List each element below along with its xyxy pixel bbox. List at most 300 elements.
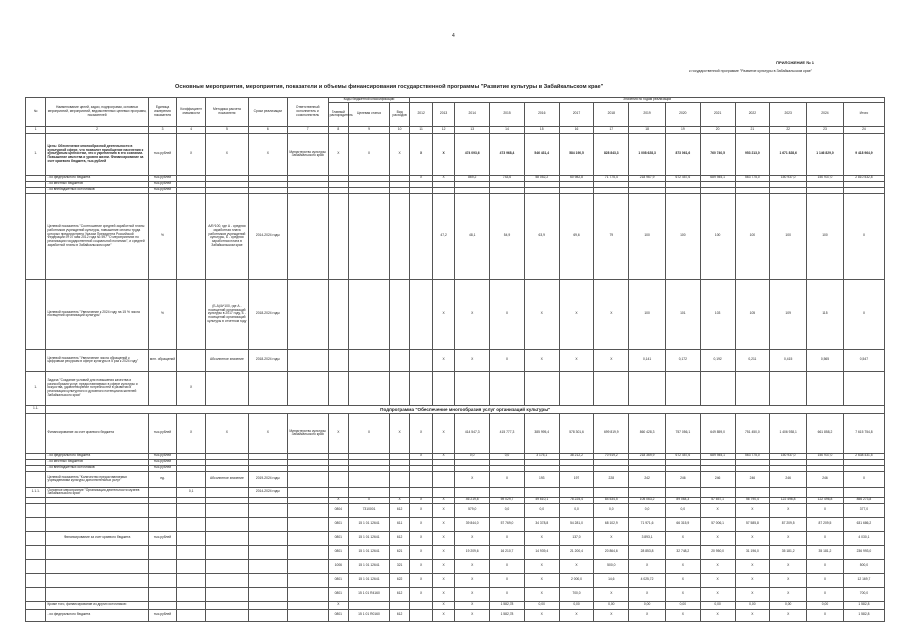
cell-coef: X bbox=[177, 371, 206, 405]
cell-year-value: 87 209,5 bbox=[770, 517, 807, 531]
column-number: 11 bbox=[410, 126, 432, 133]
cell-year-value: X bbox=[490, 279, 525, 349]
cell-year-value: 473 968,4 bbox=[490, 133, 525, 175]
column-number: 7 bbox=[287, 126, 328, 133]
cell-year-value: X bbox=[432, 601, 454, 609]
cell-method: А/Б*100, где А - средняя заработная плата работников учреждений культуры, Б - средняя заработная плата в Забайкальском крае bbox=[205, 193, 248, 279]
cell-total: 0,547 bbox=[843, 349, 884, 371]
cell-year-value: X bbox=[455, 601, 490, 609]
cell-name: Цель: Обеспечение многообразной деятельности в культурной сфере, что позволит приобщение населения к культурным ценностям, что к укреплению в его сознании. Повышение качества и уровня жизни. Финансирование за счет краевого бюджета, тыс.рублей bbox=[46, 133, 148, 175]
indicator2-row bbox=[26, 279, 885, 349]
cell-coef bbox=[177, 193, 206, 279]
cell-year-value: 79 bbox=[594, 193, 629, 279]
cell-year-value: X bbox=[410, 531, 432, 545]
cell-year-value: 689 945,1 bbox=[700, 175, 735, 181]
cell-year-value bbox=[770, 487, 807, 497]
cell-year-value: 869,2 bbox=[455, 175, 490, 181]
cell-empty bbox=[46, 559, 148, 573]
header-year: 2019 bbox=[629, 102, 666, 126]
cell-year-value: X bbox=[432, 517, 454, 531]
cell-year-value: X bbox=[455, 531, 490, 545]
cell-empty bbox=[287, 531, 328, 545]
cell-year-value: X bbox=[594, 279, 629, 349]
cell-year-value: X bbox=[807, 559, 844, 573]
cell-k9 bbox=[349, 487, 390, 497]
cell-empty bbox=[26, 531, 46, 545]
header-year: 2013 bbox=[432, 102, 454, 126]
cell-year-value: 828 843,3 bbox=[594, 133, 629, 175]
cell-year-value: 59 029,7 bbox=[490, 497, 525, 503]
cell-year-value: 71 775,4 bbox=[594, 175, 629, 181]
cell-method bbox=[205, 601, 248, 609]
column-number: 17 bbox=[594, 126, 629, 133]
cell-year-value: X bbox=[432, 279, 454, 349]
cell-year-value: 0,0 bbox=[629, 503, 666, 517]
cell-year-value: 122 496,8 bbox=[807, 497, 844, 503]
cell-no bbox=[26, 601, 46, 609]
cell-year-value: X bbox=[735, 587, 770, 601]
cell-year-value: X bbox=[410, 453, 432, 459]
cell-year-value: X bbox=[770, 587, 807, 601]
cell-empty bbox=[205, 531, 248, 545]
cell-year-value: 137,0 bbox=[559, 531, 594, 545]
cell-method bbox=[205, 371, 248, 405]
cell-total: 631 686,2 bbox=[843, 517, 884, 531]
cell-year-value: X bbox=[432, 413, 454, 453]
cell-year-value: 218 369,9 bbox=[629, 453, 666, 459]
cell-year-value: 3 175,1 bbox=[524, 453, 559, 459]
cell-empty bbox=[248, 573, 287, 587]
cell-year-value: 57 657,1 bbox=[700, 497, 735, 503]
header-coef: Коэффициент значимости bbox=[177, 98, 206, 127]
cell-year-value: 71 971,6 bbox=[629, 517, 666, 531]
cell-year-value: X bbox=[559, 609, 594, 621]
cell-k8: X bbox=[328, 413, 348, 453]
cell-year-value: X bbox=[700, 531, 735, 545]
subprogram-financing-row bbox=[26, 413, 885, 453]
cell-year-value: 563 775,0 bbox=[735, 453, 770, 459]
header-year: 2015 bbox=[490, 102, 525, 126]
cell-k8 bbox=[328, 193, 348, 279]
cell-executor bbox=[287, 487, 328, 497]
cell-year-value: 246 bbox=[700, 471, 735, 487]
cell-year-value: 100 bbox=[629, 279, 666, 349]
cell-year-value: 100 bbox=[629, 193, 666, 279]
cell-k9: X bbox=[349, 133, 390, 175]
cell-no: 1.1.1. bbox=[26, 487, 46, 497]
cell-year-value bbox=[432, 371, 454, 405]
cell-empty bbox=[248, 531, 287, 545]
cell-year-value: X bbox=[410, 573, 432, 587]
cell-total: 1 582,8 bbox=[843, 609, 884, 621]
column-number: 14 bbox=[490, 126, 525, 133]
cell-year-value: 21 200,4 bbox=[559, 545, 594, 559]
cell-year-value bbox=[807, 487, 844, 497]
header-year: 2021 bbox=[700, 102, 735, 126]
cell-empty bbox=[248, 503, 287, 517]
cell-year-value: 218 967,9 bbox=[629, 175, 666, 181]
cell-k10: X bbox=[389, 413, 409, 453]
cell-year-value: 584 190,5 bbox=[559, 133, 594, 175]
cell-year-value: X bbox=[432, 497, 454, 503]
cell-year-value: 500,0 bbox=[594, 559, 629, 573]
cell-coef: X bbox=[177, 133, 206, 175]
cell-k10 bbox=[389, 371, 409, 405]
cell-total: 2 638 431,5 bbox=[843, 453, 884, 459]
cell-empty bbox=[248, 545, 287, 559]
cell-year-value: 0,00 bbox=[665, 601, 700, 609]
cell-year-value: 54 281,0 bbox=[559, 517, 594, 531]
financing-detail-row bbox=[26, 559, 885, 573]
cell-year-value: 0,565 bbox=[807, 349, 844, 371]
cell-year-value: 100 bbox=[770, 193, 807, 279]
column-number: 22 bbox=[770, 126, 807, 133]
cell-year-value bbox=[524, 371, 559, 405]
cell-year-value: 46 219,8 bbox=[455, 497, 490, 503]
column-number: 10 bbox=[389, 126, 409, 133]
cell-empty bbox=[26, 559, 46, 573]
other-fed-row bbox=[26, 609, 885, 621]
cell-year-value: X bbox=[559, 559, 594, 573]
cell-empty bbox=[287, 503, 328, 517]
cell-year-value: X bbox=[410, 413, 432, 453]
cell-year-value: X bbox=[432, 545, 454, 559]
cell-year-value: 31 196,0 bbox=[735, 545, 770, 559]
column-number: 1 bbox=[26, 126, 46, 133]
header-year: 2018 bbox=[594, 102, 629, 126]
cell-year-value: 109 bbox=[770, 279, 807, 349]
cell-name: - из федерального бюджета bbox=[46, 609, 148, 621]
cell-empty bbox=[248, 559, 287, 573]
cell-year-value: 242 bbox=[629, 471, 666, 487]
cell-year-value: X bbox=[432, 573, 454, 587]
cell-year-value: 474 093,6 bbox=[455, 133, 490, 175]
cell-year-value: 672 457,6 bbox=[665, 453, 700, 459]
cell-name: Задача "Создание условий для повышения качества и разнообразия услуг, предоставляемых в сфере культуры и искусства, удовлетворение потребностей в развитии и реализации культурного и духовного потенциала жителей Забайкальского края" bbox=[46, 371, 148, 405]
cell-year-value: X bbox=[594, 587, 629, 601]
cell-unit bbox=[148, 601, 177, 609]
cell-empty bbox=[177, 559, 206, 573]
cell-executor: Министерство культуры Забайкальского края bbox=[287, 133, 328, 175]
cell-year-value: X bbox=[807, 573, 844, 587]
cell-year-value: 0,0 bbox=[490, 453, 525, 459]
financing-detail-row bbox=[26, 587, 885, 601]
cell-year-value bbox=[410, 349, 432, 371]
page-number: 4 bbox=[452, 33, 455, 39]
cell-year-value: X bbox=[432, 175, 454, 181]
cell-k9: X bbox=[349, 413, 390, 453]
cell-no: 1. bbox=[26, 133, 46, 175]
cell-year-value: 105 063,2 bbox=[629, 497, 666, 503]
header-year: 2016 bbox=[524, 102, 559, 126]
cell-year-value: 0,0 bbox=[665, 503, 700, 517]
cell-year-value: X bbox=[807, 531, 844, 545]
cell-year-value bbox=[490, 487, 525, 497]
cell-year-value: X bbox=[807, 503, 844, 517]
cell-empty bbox=[148, 559, 177, 573]
cell-empty bbox=[248, 517, 287, 531]
cell-year-value: X bbox=[665, 573, 700, 587]
cell-year-value: 150 937,0 bbox=[770, 175, 807, 181]
cell-year-value: X bbox=[432, 531, 454, 545]
cell-year-value: 0,00 bbox=[700, 601, 735, 609]
cell-empty bbox=[46, 573, 148, 587]
cell-k8 bbox=[328, 349, 348, 371]
cell-year-value bbox=[410, 601, 432, 609]
cell-empty bbox=[46, 503, 148, 517]
cell-csr: 15 1 01 12641 bbox=[349, 545, 390, 559]
cell-unit: млн. обращений bbox=[148, 349, 177, 371]
cell-name: Кроме того, финансирование из других источников: bbox=[46, 601, 148, 609]
cell-year-value: X bbox=[524, 609, 559, 621]
cell-empty bbox=[26, 587, 46, 601]
header-method: Методика расчета показателя bbox=[205, 98, 248, 127]
cell-empty bbox=[46, 545, 148, 559]
cell-year-value: X bbox=[735, 609, 770, 621]
cell-unit: тыс.рублей bbox=[148, 133, 177, 175]
cell-k8 bbox=[328, 487, 348, 497]
column-number: 20 bbox=[700, 126, 735, 133]
cell-year-value: X bbox=[490, 531, 525, 545]
cell-empty bbox=[26, 503, 46, 517]
other-sources-row bbox=[26, 601, 885, 609]
cell-year-value: 32 748,2 bbox=[665, 545, 700, 559]
column-number: 18 bbox=[629, 126, 666, 133]
cell-unit: % bbox=[148, 193, 177, 279]
cell-year-value: 1 146 829,0 bbox=[807, 133, 844, 175]
cell-k9 bbox=[349, 279, 390, 349]
cell-k9 bbox=[349, 193, 390, 279]
cell-year-value: 751 450,0 bbox=[735, 413, 770, 453]
cell-grbs: 0801 bbox=[328, 573, 348, 587]
cell-executor bbox=[287, 371, 328, 405]
cell-k8 bbox=[328, 371, 348, 405]
cell-year-value: X bbox=[735, 531, 770, 545]
cell-year-value: 87 209,5 bbox=[807, 517, 844, 531]
cell-year-value: 699 819,9 bbox=[594, 413, 629, 453]
cell-year-value bbox=[629, 487, 666, 497]
cell-k9: 15 1 01 R0160 bbox=[349, 609, 390, 621]
cell-csr: X bbox=[349, 497, 390, 503]
cell-empty bbox=[287, 587, 328, 601]
cell-year-value bbox=[735, 487, 770, 497]
cell-year-value: 54,9 bbox=[490, 193, 525, 279]
cell-year-value: 0,141 bbox=[629, 349, 666, 371]
cell-year-value: 1 582,78 bbox=[490, 609, 525, 621]
cell-year-value: 1 406 938,1 bbox=[770, 413, 807, 453]
cell-total bbox=[843, 371, 884, 405]
cell-unit: тыс.рублей bbox=[148, 531, 177, 545]
cell-year-value: 0,172 bbox=[665, 349, 700, 371]
cell-year-value: 100 bbox=[735, 193, 770, 279]
cell-year-value: 0,00 bbox=[629, 601, 666, 609]
cell-total: 700,0 bbox=[843, 587, 884, 601]
cell-executor: Министерство культуры Забайкальского края bbox=[287, 413, 328, 453]
cell-year-value: X bbox=[410, 545, 432, 559]
cell-empty bbox=[46, 587, 148, 601]
appendix-subtitle: к государственной программе "Развитие культуры в Забайкальском крае" bbox=[688, 69, 812, 73]
cell-year-value bbox=[700, 487, 735, 497]
column-number: 5 bbox=[205, 126, 248, 133]
cell-name: Финансирование за счет краевого бюджета bbox=[46, 413, 148, 453]
cell-year-value: X bbox=[700, 559, 735, 573]
task-row bbox=[26, 371, 885, 405]
cell-year-value: X bbox=[432, 609, 454, 621]
cell-year-value: 14 939,4 bbox=[524, 545, 559, 559]
cell-year-value: 197 bbox=[559, 471, 594, 487]
cell-empty bbox=[177, 531, 206, 545]
column-number: 3 bbox=[148, 126, 177, 133]
cell-name: Целевой показатель "Увеличение к 2024 году на 15 % числа посещений организаций культуры" bbox=[46, 279, 148, 349]
cell-name: Финансирование за счет краевого бюджета bbox=[46, 531, 148, 545]
cell-year-value: X bbox=[455, 559, 490, 573]
cell-executor bbox=[287, 279, 328, 349]
cell-year-value: X bbox=[524, 559, 559, 573]
cell-grbs: 0801 bbox=[328, 545, 348, 559]
cell-vr: 612 bbox=[389, 531, 409, 545]
cell-year-value: X bbox=[455, 573, 490, 587]
cell-year-value: 100 bbox=[700, 193, 735, 279]
cell-year-value: 3 893,1 bbox=[629, 531, 666, 545]
document-title: Основные мероприятия, мероприятия, показатели и объемы финансирования государственной программы "Развитие культуры в Забайкальском крае" bbox=[175, 84, 604, 90]
header-year: 2023 bbox=[770, 102, 807, 126]
cell-k9 bbox=[349, 371, 390, 405]
cell-year-value: X bbox=[490, 573, 525, 587]
cell-year-value: 56 790,4 bbox=[735, 497, 770, 503]
cell-total: 1 582,8 bbox=[843, 601, 884, 609]
cell-year-value: X bbox=[524, 531, 559, 545]
cell-year-value: X bbox=[410, 517, 432, 531]
cell-year-value bbox=[665, 371, 700, 405]
cell-year-value: 0,00 bbox=[807, 601, 844, 609]
header-kbk-grbs: Главный распорядитель bbox=[328, 102, 348, 126]
cell-k10 bbox=[389, 349, 409, 371]
cell-method: X bbox=[205, 133, 248, 175]
cell-total: 377,0 bbox=[843, 503, 884, 517]
cell-year-value: X bbox=[770, 573, 807, 587]
cell-empty bbox=[26, 573, 46, 587]
cell-year-value: X bbox=[432, 503, 454, 517]
cell-year-value: 49 610,1 bbox=[524, 497, 559, 503]
cell-empty bbox=[205, 517, 248, 531]
cell-period: 2019-2024 годы bbox=[248, 471, 287, 487]
cell-empty bbox=[287, 573, 328, 587]
cell-period: 2018-2024 годы bbox=[248, 349, 287, 371]
cell-grbs: 0801 bbox=[328, 531, 348, 545]
cell-vr: 612 bbox=[389, 587, 409, 601]
cell-empty bbox=[148, 573, 177, 587]
cell-year-value: 150 937,0 bbox=[807, 175, 844, 181]
column-number: 23 bbox=[807, 126, 844, 133]
cell-year-value: X bbox=[524, 279, 559, 349]
cell-csr: 15 1 01 12641 bbox=[349, 559, 390, 573]
cell-empty bbox=[205, 503, 248, 517]
cell-empty bbox=[287, 559, 328, 573]
cell-empty bbox=[177, 587, 206, 601]
cell-year-value: 0,0 bbox=[524, 503, 559, 517]
cell-year-value: 16 210,7 bbox=[490, 545, 525, 559]
cell-year-value: X bbox=[455, 349, 490, 371]
cell-year-value: 14,6 bbox=[594, 573, 629, 587]
cell-year-value: 0,0 bbox=[559, 503, 594, 517]
cell-period: 2014-2024 годы bbox=[248, 193, 287, 279]
cell-grbs: 0804 bbox=[328, 503, 348, 517]
cell-year-value: 661 858,2 bbox=[807, 413, 844, 453]
cell-period: X bbox=[248, 133, 287, 175]
cell-year-value bbox=[594, 487, 629, 497]
cell-k8: 0801 bbox=[328, 609, 348, 621]
cell-k10 bbox=[389, 601, 409, 609]
cell-year-value bbox=[410, 471, 432, 487]
cell-empty bbox=[205, 545, 248, 559]
header-year: 2014 bbox=[455, 102, 490, 126]
cell-year-value: 546 431,4 bbox=[524, 133, 559, 175]
cell-year-value: 246 bbox=[770, 471, 807, 487]
cell-year-value: X bbox=[665, 559, 700, 573]
cell-k8 bbox=[328, 471, 348, 487]
cell-year-value: 563 775,0 bbox=[735, 175, 770, 181]
header-year: 2012 bbox=[410, 102, 432, 126]
cell-period bbox=[248, 609, 287, 621]
cell-year-value: 47,2 bbox=[432, 193, 454, 279]
cell-unit: % bbox=[148, 279, 177, 349]
column-number: 13 bbox=[455, 126, 490, 133]
cell-year-value: X bbox=[770, 559, 807, 573]
cell-k9 bbox=[349, 471, 390, 487]
cell-year-value: X bbox=[735, 573, 770, 587]
cell-year-value: X bbox=[455, 609, 490, 621]
cell-grbs: X bbox=[328, 497, 348, 503]
cell-k10: X bbox=[389, 133, 409, 175]
cell-year-value: 150 937,0 bbox=[807, 453, 844, 459]
financing-detail-row bbox=[26, 545, 885, 559]
program-table bbox=[25, 97, 885, 622]
cell-period: X bbox=[248, 413, 287, 453]
cell-year-value: X bbox=[629, 587, 666, 601]
cell-year-value: X bbox=[432, 133, 454, 175]
cell-vr: 611 bbox=[389, 517, 409, 531]
cell-empty bbox=[177, 503, 206, 517]
cell-unit: тыс.рублей bbox=[148, 459, 177, 465]
cell-year-value: 100 bbox=[665, 193, 700, 279]
cell-empty bbox=[287, 545, 328, 559]
cell-empty bbox=[46, 517, 148, 531]
cell-year-value: 4 025,72 bbox=[629, 573, 666, 587]
cell-k8: X bbox=[328, 601, 348, 609]
cell-year-value: X bbox=[594, 349, 629, 371]
cell-empty bbox=[148, 517, 177, 531]
cell-vr: 321 bbox=[389, 559, 409, 573]
cell-year-value: X bbox=[665, 609, 700, 621]
cell-year-value: X bbox=[490, 559, 525, 573]
cell-name: - из внебюджетных источников bbox=[46, 187, 148, 193]
cell-unit: тыс.рублей bbox=[148, 465, 177, 471]
header-year: 2020 bbox=[665, 102, 700, 126]
cell-year-value bbox=[559, 371, 594, 405]
indicator3-row bbox=[26, 349, 885, 371]
cell-year-value: 0,00 bbox=[735, 601, 770, 609]
cell-k10 bbox=[389, 193, 409, 279]
cell-year-value: X bbox=[410, 133, 432, 175]
column-number-row bbox=[26, 126, 885, 133]
cell-empty bbox=[26, 545, 46, 559]
cell-year-value: 0,415 bbox=[770, 349, 807, 371]
cell-year-value: 66 315,9 bbox=[665, 517, 700, 531]
cell-year-value: 58 052,2 bbox=[524, 175, 559, 181]
cell-year-value bbox=[629, 371, 666, 405]
cell-empty bbox=[177, 573, 206, 587]
cell-year-value: 115 bbox=[807, 279, 844, 349]
